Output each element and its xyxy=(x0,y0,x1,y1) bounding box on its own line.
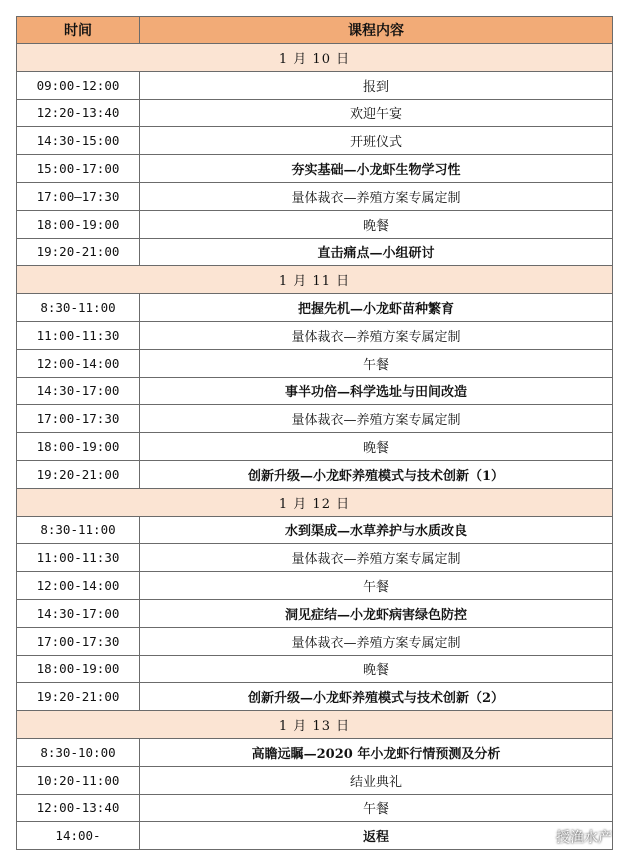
date-row xyxy=(17,44,613,72)
session-time: 12:00-13:40 xyxy=(17,794,140,822)
date-row xyxy=(17,488,613,516)
table-row xyxy=(17,210,613,238)
header-content: 课程内容 xyxy=(140,17,613,44)
session-content: 高瞻远瞩—2020 年小龙虾行情预测及分析 xyxy=(140,738,613,766)
session-time: 8:30-11:00 xyxy=(17,294,140,322)
session-content: 结业典礼 xyxy=(140,766,613,794)
session-time: 11:00-11:30 xyxy=(17,321,140,349)
session-content: 水到渠成—水草养护与水质改良 xyxy=(140,516,613,544)
table-row xyxy=(17,155,613,183)
session-content: 把握先机—小龙虾苗种繁育 xyxy=(140,294,613,322)
session-time: 10:20-11:00 xyxy=(17,766,140,794)
table-row xyxy=(17,738,613,766)
session-content: 报到 xyxy=(140,71,613,99)
date-label: 1 月 10 日 xyxy=(17,44,613,72)
wechat-icon xyxy=(530,829,550,845)
session-content: 夯实基础—小龙虾生物学习性 xyxy=(140,155,613,183)
session-time: 19:20-21:00 xyxy=(17,460,140,488)
session-time: 12:00-14:00 xyxy=(17,572,140,600)
session-time: 11:00-11:30 xyxy=(17,544,140,572)
schedule-table xyxy=(16,16,613,850)
table-row xyxy=(17,822,613,850)
table-row xyxy=(17,349,613,377)
session-content: 事半功倍—科学选址与田间改造 xyxy=(140,377,613,405)
session-time: 18:00-19:00 xyxy=(17,210,140,238)
table-row xyxy=(17,766,613,794)
session-time: 18:00-19:00 xyxy=(17,433,140,461)
table-row xyxy=(17,294,613,322)
session-content: 返程 xyxy=(140,822,613,850)
date-row xyxy=(17,266,613,294)
session-content: 量体裁衣—养殖方案专属定制 xyxy=(140,627,613,655)
session-time: 17:00-17:30 xyxy=(17,405,140,433)
session-time: 14:00- xyxy=(17,822,140,850)
table-row xyxy=(17,516,613,544)
session-time: 12:20-13:40 xyxy=(17,99,140,127)
table-row xyxy=(17,99,613,127)
session-time: 12:00-14:00 xyxy=(17,349,140,377)
session-content: 量体裁衣—养殖方案专属定制 xyxy=(140,544,613,572)
session-time: 8:30-11:00 xyxy=(17,516,140,544)
table-row xyxy=(17,460,613,488)
session-time: 18:00-19:00 xyxy=(17,655,140,683)
table-row xyxy=(17,182,613,210)
session-content: 直击痛点—小组研讨 xyxy=(140,238,613,266)
table-row xyxy=(17,405,613,433)
table-row xyxy=(17,655,613,683)
session-time: 17:00—17:30 xyxy=(17,182,140,210)
table-row xyxy=(17,599,613,627)
session-content: 洞见症结—小龙虾病害绿色防控 xyxy=(140,599,613,627)
session-content: 量体裁衣—养殖方案专属定制 xyxy=(140,182,613,210)
session-content: 创新升级—小龙虾养殖模式与技术创新（1） xyxy=(140,460,613,488)
session-time: 19:20-21:00 xyxy=(17,683,140,711)
table-row xyxy=(17,321,613,349)
session-content: 创新升级—小龙虾养殖模式与技术创新（2） xyxy=(140,683,613,711)
session-time: 14:30-17:00 xyxy=(17,599,140,627)
table-row xyxy=(17,127,613,155)
table-row xyxy=(17,544,613,572)
session-content: 晚餐 xyxy=(140,210,613,238)
header-row xyxy=(17,17,613,44)
session-time: 17:00-17:30 xyxy=(17,627,140,655)
table-row xyxy=(17,433,613,461)
session-time: 19:20-21:00 xyxy=(17,238,140,266)
watermark xyxy=(530,827,612,847)
table-row xyxy=(17,377,613,405)
session-content: 晚餐 xyxy=(140,433,613,461)
date-label: 1 月 12 日 xyxy=(17,488,613,516)
session-content: 开班仪式 xyxy=(140,127,613,155)
date-row xyxy=(17,711,613,739)
session-content: 量体裁衣—养殖方案专属定制 xyxy=(140,405,613,433)
table-row xyxy=(17,238,613,266)
session-time: 14:30-15:00 xyxy=(17,127,140,155)
schedule-body xyxy=(17,44,613,850)
table-row xyxy=(17,683,613,711)
session-content: 午餐 xyxy=(140,794,613,822)
session-content: 量体裁衣—养殖方案专属定制 xyxy=(140,321,613,349)
date-label: 1 月 13 日 xyxy=(17,711,613,739)
watermark-text: 授渔水产 xyxy=(556,830,612,846)
session-time: 14:30-17:00 xyxy=(17,377,140,405)
session-content: 欢迎午宴 xyxy=(140,99,613,127)
table-row xyxy=(17,794,613,822)
date-label: 1 月 11 日 xyxy=(17,266,613,294)
session-content: 晚餐 xyxy=(140,655,613,683)
session-time: 8:30-10:00 xyxy=(17,738,140,766)
table-row xyxy=(17,572,613,600)
table-row xyxy=(17,71,613,99)
session-time: 09:00-12:00 xyxy=(17,71,140,99)
table-row xyxy=(17,627,613,655)
header-time: 时间 xyxy=(17,17,140,44)
session-content: 午餐 xyxy=(140,349,613,377)
session-time: 15:00-17:00 xyxy=(17,155,140,183)
session-content: 午餐 xyxy=(140,572,613,600)
